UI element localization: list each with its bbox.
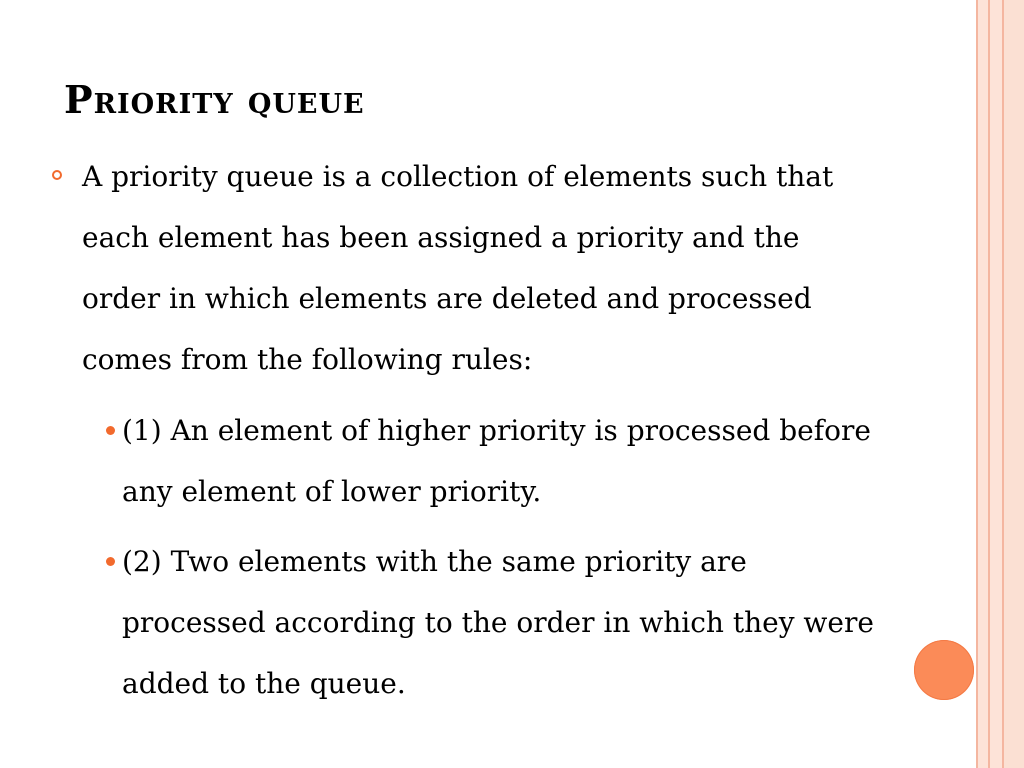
bullet-ring-icon (52, 170, 62, 180)
sub-bullet-text: (1) An element of higher priority is processed before any element of lower priority. (122, 414, 871, 508)
sub-bullet-text: (2) Two elements with the same priority are processed according to the order in which they were added to the queue. (122, 545, 874, 700)
stripe (978, 0, 988, 768)
bullet-dot-icon (106, 557, 115, 566)
stripe (990, 0, 1002, 768)
stripe (1004, 0, 1024, 768)
decorative-stripes (976, 0, 1024, 768)
slide-title: Priority queue (64, 77, 365, 122)
bullet-dot-icon (106, 426, 115, 435)
decorative-circle-icon (914, 640, 974, 700)
bullet-text: A priority queue is a collection of elements such that each element has been assigned a priority and the order in which elements are deleted and processed comes from the following rules: (82, 160, 834, 376)
